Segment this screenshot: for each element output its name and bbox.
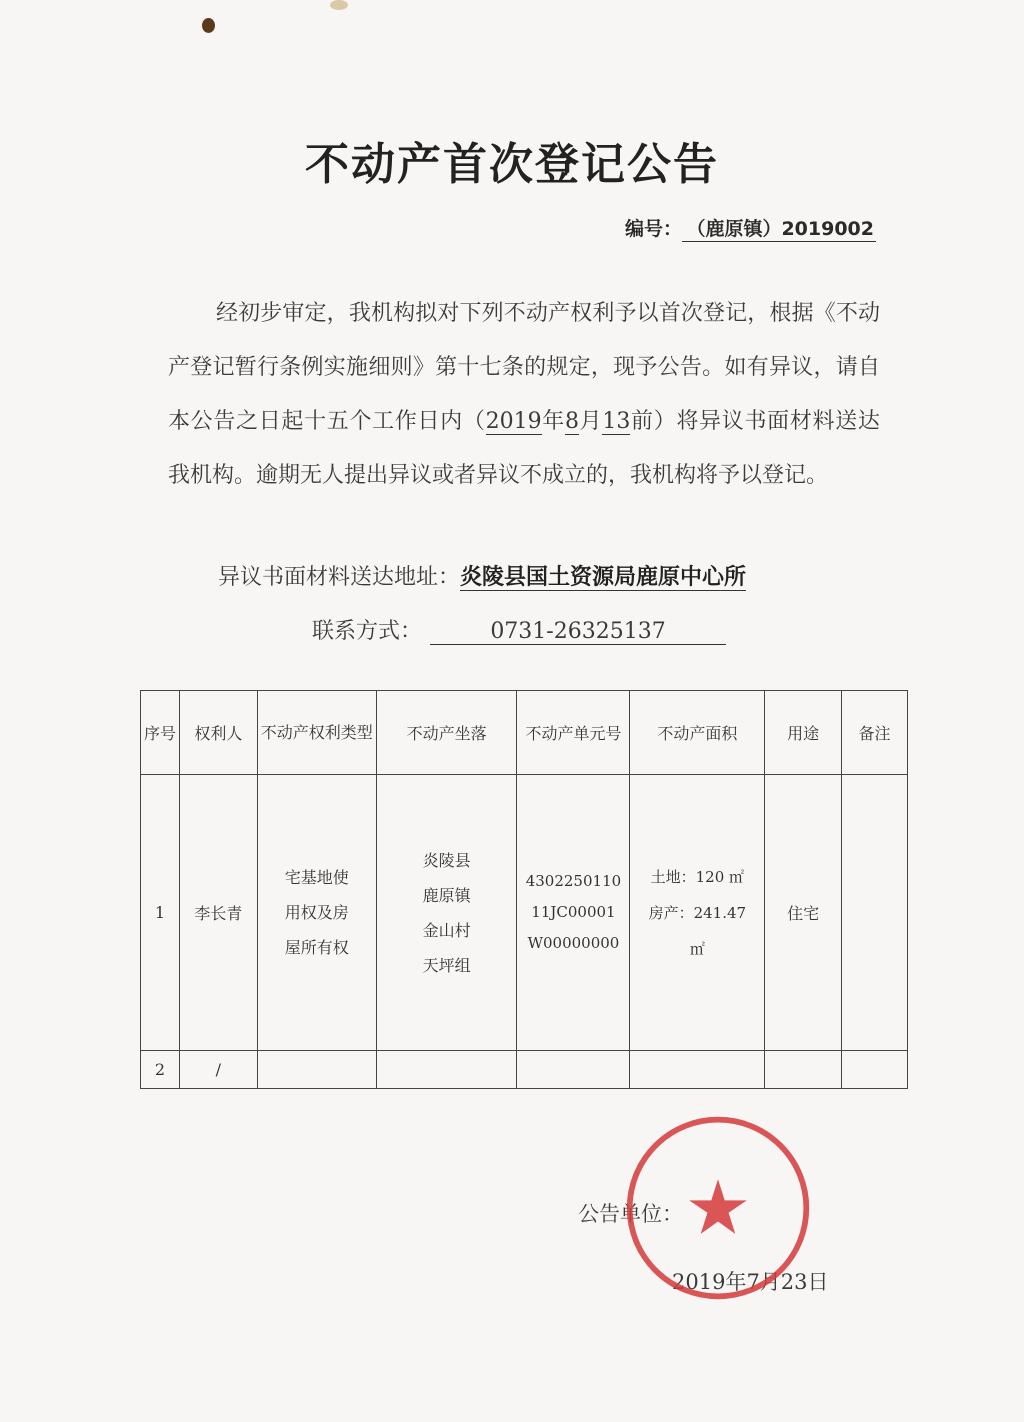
cell-use: 住宅 <box>765 775 842 1051</box>
issue-date: 2019年7月23日 <box>672 1270 829 1294</box>
right-type-line: 屋所有权 <box>284 938 349 957</box>
contact-label: 联系方式： <box>312 619 423 644</box>
header-no: 序号 <box>141 691 180 775</box>
table-row <box>141 1051 908 1089</box>
cell-use <box>765 1051 842 1089</box>
right-type-line: 宅基地使 <box>284 868 349 887</box>
registration-table <box>140 690 908 1089</box>
table-row <box>141 775 908 1051</box>
deadline-month-unit: 月 <box>579 409 603 434</box>
deadline-day-unit: 前） <box>630 409 677 434</box>
cell-right-type <box>257 775 376 1051</box>
right-type-line: 用权及房 <box>284 903 349 922</box>
address-label: 异议书面材料送达地址： <box>218 565 461 590</box>
header-area: 不动产面积 <box>630 691 765 775</box>
page-title: 不动产首次登记公告 <box>305 139 719 190</box>
unit-no-line: W00000000 <box>527 934 620 952</box>
header-use: 用途 <box>765 691 842 775</box>
serial-number <box>625 214 876 241</box>
area-house: 房产：241.47 <box>648 903 747 922</box>
header-location: 不动产坐落 <box>376 691 517 775</box>
cell-no: 2 <box>141 1051 180 1089</box>
unit-no-line: 4302250110 <box>525 872 622 890</box>
cell-right-type <box>257 1051 376 1089</box>
location-line: 天坪组 <box>422 955 471 975</box>
cell-area <box>630 775 765 1051</box>
notice-text-2: 将异议书面材料送达我机构。逾期无人提出异议或者异议不成立的，我机构将予以登记。 <box>168 409 880 488</box>
area-unit: ㎡ <box>689 939 705 958</box>
deadline-year-unit: 年 <box>541 409 565 434</box>
cell-location <box>376 775 517 1051</box>
serial-value: （鹿原镇）2019002 <box>682 218 876 242</box>
cell-remark <box>842 775 908 1051</box>
serial-label: 编号： <box>624 218 682 240</box>
cell-location <box>376 1051 517 1089</box>
header-owner: 权利人 <box>179 691 257 775</box>
cell-owner: 李长青 <box>179 775 257 1051</box>
location-line: 金山村 <box>422 920 471 940</box>
header-right-type <box>257 691 376 775</box>
area-land: 土地：120 ㎡ <box>650 867 745 886</box>
deadline-month: 8 <box>565 409 579 434</box>
contact-value: 0731-26325137 <box>430 619 726 645</box>
header-remark: 备注 <box>842 691 908 775</box>
deadline-day: 13 <box>602 409 631 434</box>
address-line <box>218 560 746 591</box>
paper-spot <box>330 0 348 10</box>
cell-unit-no <box>517 1051 630 1089</box>
location-line: 鹿原镇 <box>422 885 471 905</box>
cell-area <box>630 1051 765 1089</box>
unit-no-line: 11JC00001 <box>531 903 616 921</box>
contact-line <box>312 614 726 645</box>
header-unit-no: 不动产单元号 <box>517 691 630 775</box>
official-seal-stamp <box>622 1112 814 1304</box>
notice-text-1: 经初步审定，我机构拟对下列不动产权利予以首次登记，根据《不动产登记暂行条例实施细则》第十七条的规定，现予公告。如有异议，请自本公告之日起十五个工作日内（ <box>168 301 880 434</box>
paper-spot <box>202 18 215 33</box>
location-line: 炎陵县 <box>422 850 471 870</box>
deadline-year: 2019 <box>485 409 542 434</box>
notice-paragraph <box>168 287 880 503</box>
cell-remark <box>842 1051 908 1089</box>
header-right-type-label: 不动产权利类型 <box>260 722 373 742</box>
table-header-row <box>141 691 908 775</box>
cell-no: 1 <box>141 775 180 1051</box>
cell-owner: / <box>179 1051 257 1089</box>
cell-unit-no <box>517 775 630 1051</box>
issuer-label: 公告单位： <box>578 1202 683 1226</box>
address-value: 炎陵县国土资源局鹿原中心所 <box>460 564 747 590</box>
